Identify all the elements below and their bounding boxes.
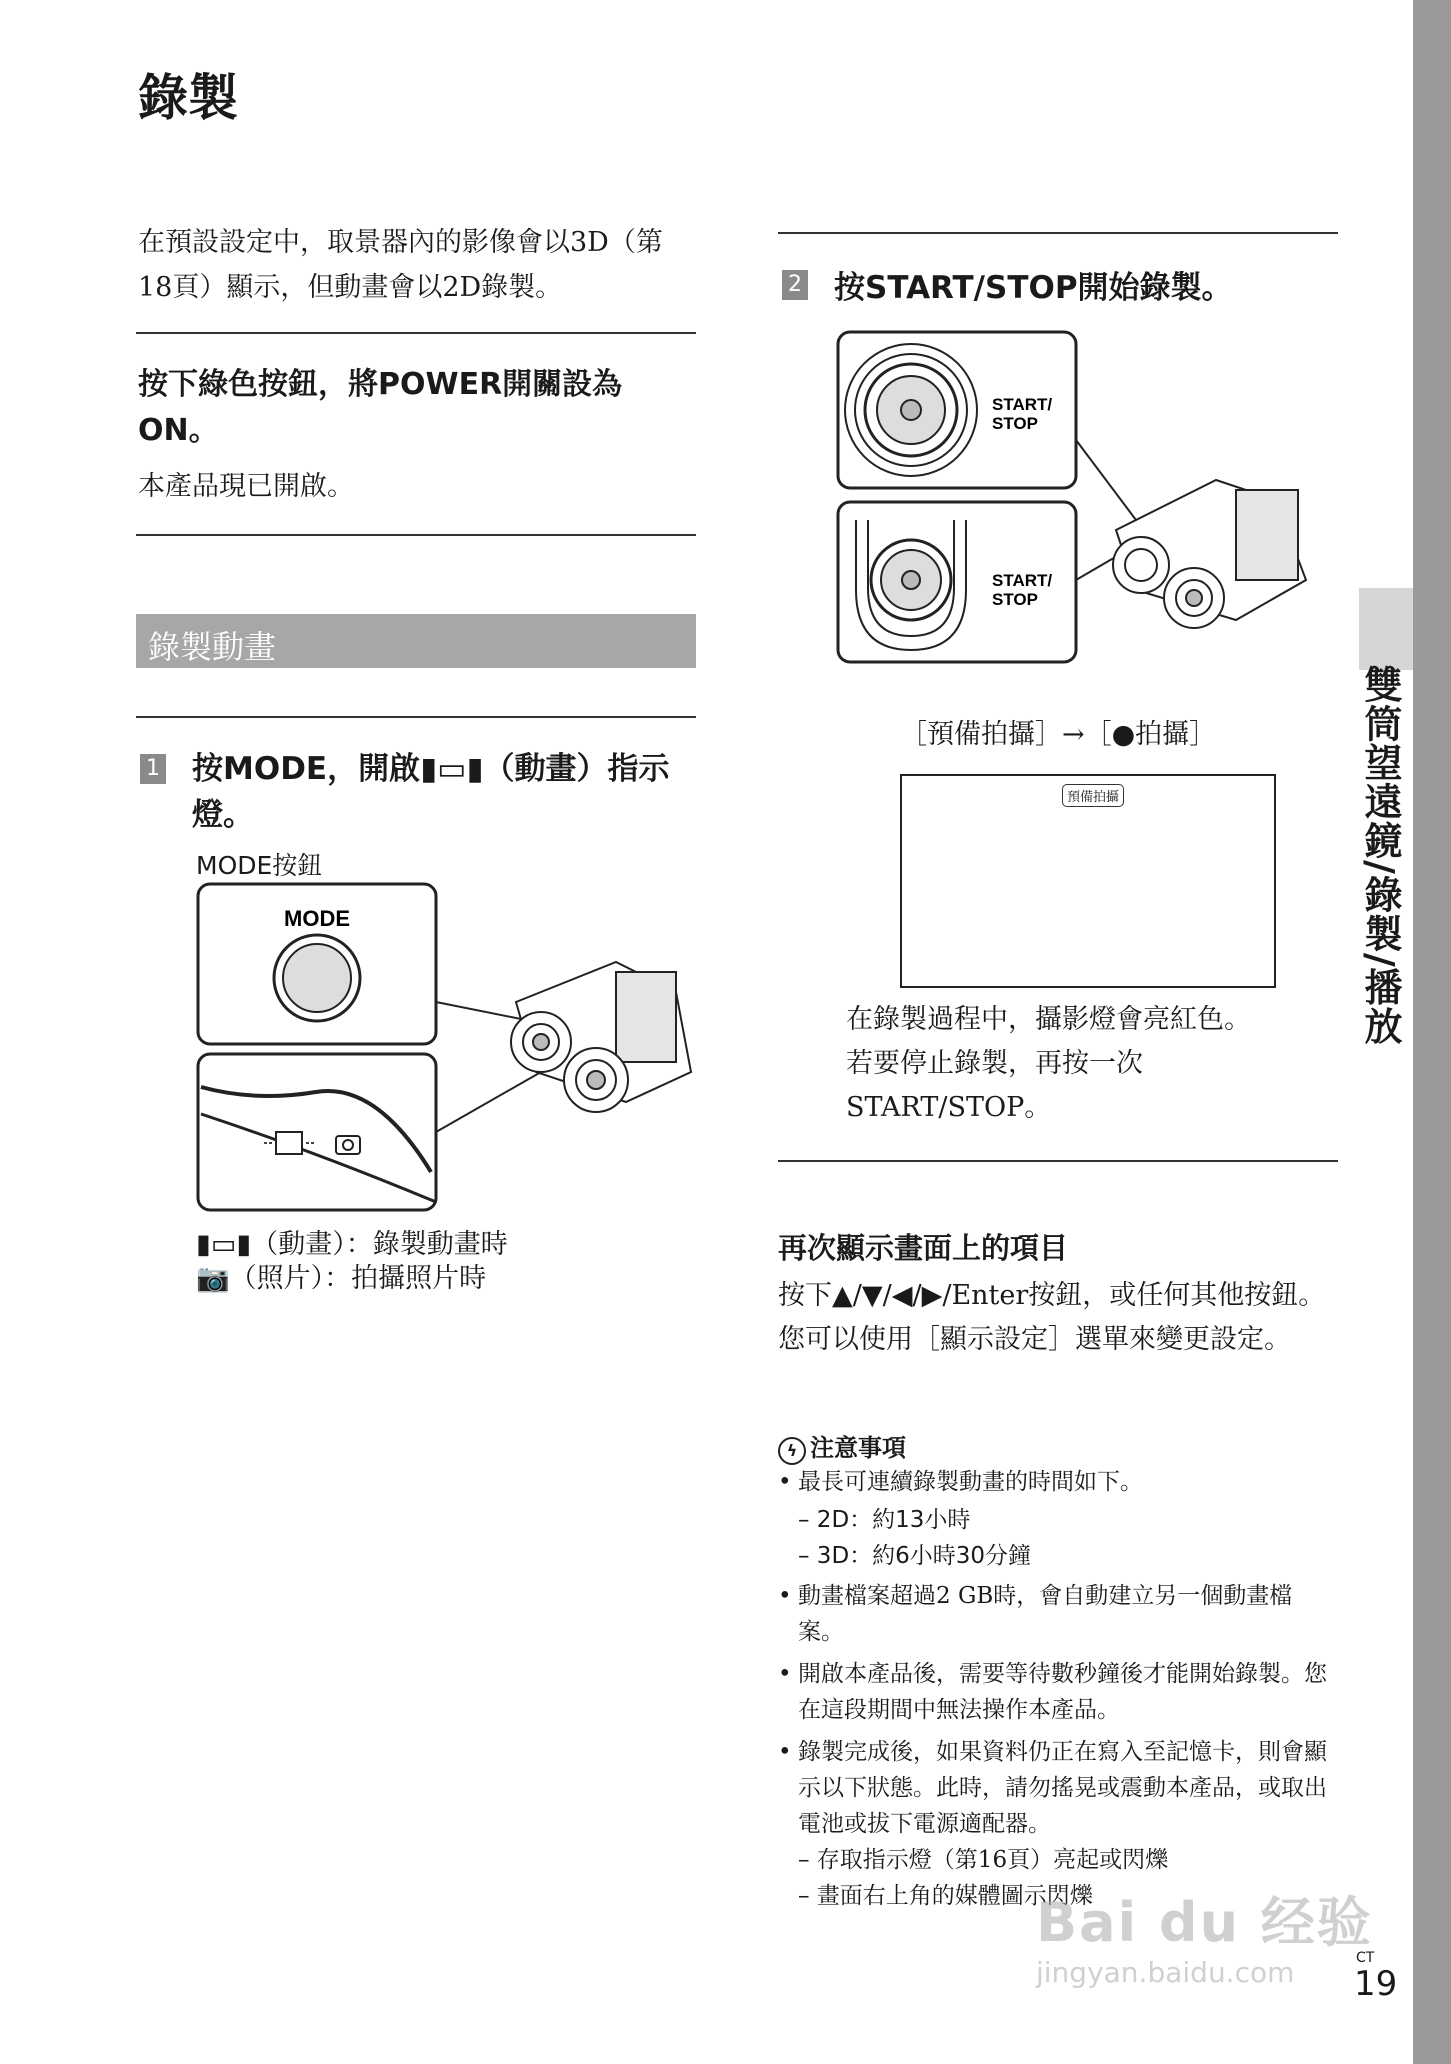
flow-label: ［預備拍攝］→［●拍攝］ [900,719,1217,750]
notes-list [778,1464,1338,1914]
movie-legend-icon: ▮▭▮ [196,1229,252,1260]
side-tab-marker [1359,588,1413,670]
power-body: 本產品現已開啟。 [138,471,354,502]
startstop-illustration [836,330,1336,666]
mode-illustration [196,882,696,1212]
step-1-text-b: （動畫）指示燈。 [192,751,670,833]
recording-text-3: START/STOP。 [846,1092,1052,1123]
camcorder-drawing [511,962,691,1112]
divider [136,332,696,334]
side-strip [1413,0,1451,2064]
note-sub-3d: – 3D：約6小時30分鐘 [798,1543,1032,1569]
movie-legend-text: （動畫）：錄製動畫時 [251,1229,508,1260]
screen-frame [900,774,1276,988]
startstop-label-bottom-2: STOP [992,590,1038,609]
camcorder-drawing-2 [1113,480,1306,628]
divider [136,716,696,718]
redisplay-body: 按下▲/▼/◀/▶/Enter按鈕，或任何其他按鈕。您可以使用［顯示設定］選單來變更設定。 [778,1280,1326,1355]
note-item: • 最長可連續錄製動畫的時間如下。 – 2D：約13小時 – 3D：約6小時30分鐘 [778,1464,1338,1574]
camera-lamp-icon [336,1136,360,1154]
section-band-label: 錄製動畫 [148,628,277,666]
startstop-label-top-2: STOP [992,414,1038,433]
page-number: 19 [1354,1964,1398,2004]
startstop-label-bottom: START/ [992,571,1053,590]
photo-legend [196,1256,486,1295]
step-1-text-a: 按MODE，開啟 [192,751,421,787]
note-sub-media: – 畫面右上角的媒體圖示閃爍 [798,1883,1093,1909]
watermark: Bai du 经验 [1036,1891,1373,1954]
recording-text [846,998,1326,1130]
mode-button [283,944,351,1012]
movie-icon: ▮▭▮ [420,751,484,787]
step-2-number: 2 [782,270,808,300]
divider [136,534,696,536]
note-item: • 錄製完成後，如果資料仍正在寫入至記憶卡，則會顯示以下狀態。此時，請勿搖晃或震動本產品，或取出電池或拔下電源適配器。 – 存取指示燈（第16頁）亮起或閃爍 – 畫面右上角的媒體圖示閃爍 [778,1734,1338,1914]
mode-button-label: MODE [284,906,350,931]
redisplay-heading: 再次顯示畫面上的項目 [778,1231,1069,1265]
divider [778,1160,1338,1162]
recording-text-1: 在錄製過程中，攝影燈會亮紅色。 [846,1004,1251,1035]
step-1-text [192,746,692,838]
intro-text: 在預設設定中，取景器內的影像會以3D（第18頁）顯示，但動畫會以2D錄製。 [138,227,663,303]
power-heading: 按下綠色按鈕，將POWER開關設為ON。 [138,367,623,448]
photo-legend-text: （照片）：拍攝照片時 [229,1263,487,1294]
page-lang: CT [1356,1950,1375,1966]
note-sub-2d: – 2D：約13小時 [798,1507,971,1533]
step-1-number: 1 [140,754,166,784]
startstop-label-top: START/ [992,395,1053,414]
camera-icon: 📷 [196,1263,230,1294]
screen-badge: 預備拍攝 [1062,784,1124,807]
note-item: • 動畫檔案超過2 GB時，會自動建立另一個動畫檔案。 [778,1578,1338,1650]
note-sub-access: – 存取指示燈（第16頁）亮起或閃爍 [798,1847,1169,1873]
page-title: 錄製 [138,69,238,127]
section-band [136,614,696,668]
notes-heading-row [778,1428,906,1465]
recording-text-2: 若要停止錄製，再按一次 [846,1048,1143,1079]
note-item: • 開啟本產品後，需要等待數秒鐘後才能開始錄製。您在這段期間中無法操作本產品。 [778,1656,1338,1728]
caution-icon: ϟ [778,1437,806,1465]
watermark-url: jingyan.baidu.com [1036,1956,1295,1989]
notes-heading: 注意事項 [810,1434,906,1462]
mode-label: MODE按鈕 [196,851,323,880]
step-2-text: 按START/STOP開始錄製。 [834,270,1233,306]
side-tab-label: 雙筒望遠鏡/錄製/播放 [1358,665,1402,1046]
divider [778,232,1338,234]
